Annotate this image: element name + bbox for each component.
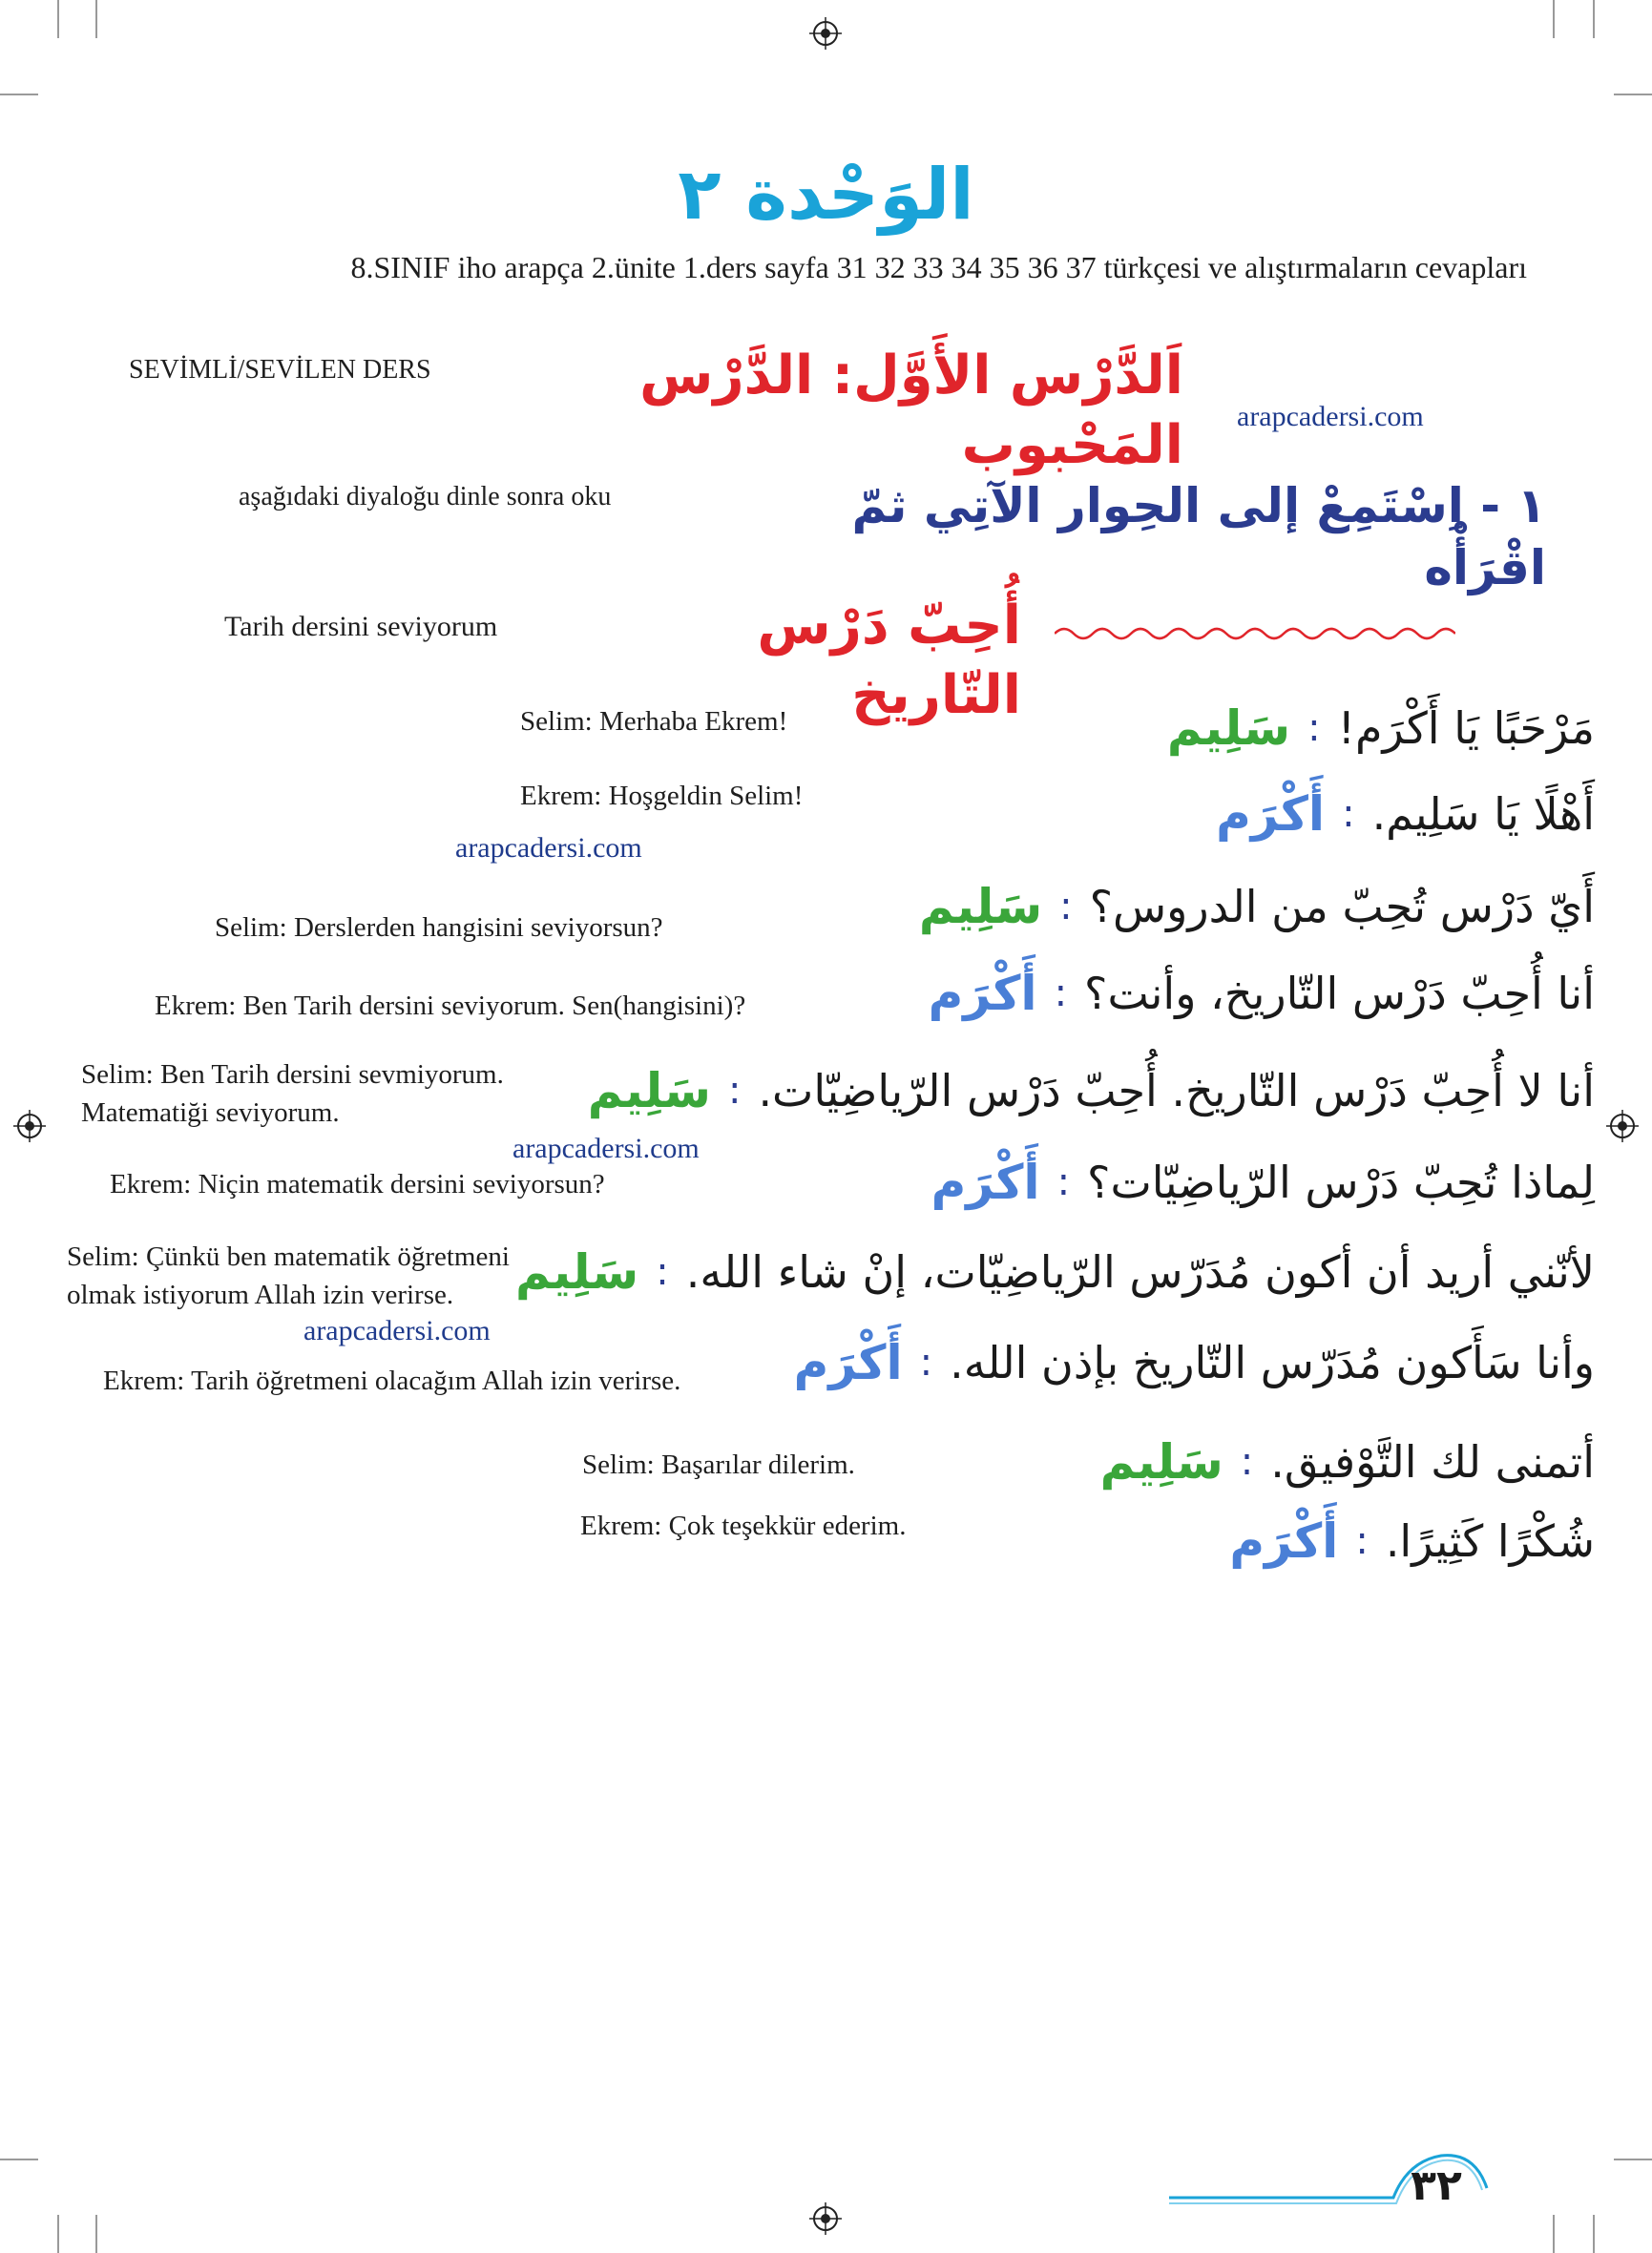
dialogue-translation: Ekrem: Niçin matematik dersini seviyorsun? — [110, 1169, 605, 1200]
dialogue-line — [1195, 1508, 1595, 1575]
crop-mark — [1553, 2215, 1555, 2253]
crop-mark — [57, 0, 59, 38]
speaker-colon: : — [1056, 1160, 1071, 1204]
dialogue-text: أَهْلًا يَا سَلِيم. — [1371, 788, 1595, 840]
crop-mark — [95, 0, 97, 38]
dialogue-line — [568, 1057, 1595, 1124]
crop-mark — [1614, 94, 1652, 95]
dialogue-line — [897, 1149, 1595, 1216]
exercise-instruction-translation: aşağıdaki diyaloğu dinle sonra oku — [239, 482, 612, 511]
speaker-name: سَلِيم — [515, 1244, 639, 1300]
speaker-colon: : — [656, 1250, 669, 1294]
speaker-name: سَلِيم — [918, 879, 1043, 934]
dialogue-line — [495, 1239, 1595, 1305]
dialogue-translation: Selim: Merhaba Ekrem! — [520, 706, 788, 737]
speaker-name: سَلِيم — [587, 1063, 711, 1118]
speaker-name: أَكْرَم — [1229, 1513, 1339, 1569]
dialogue-line — [1080, 1429, 1595, 1495]
watermark-link[interactable]: arapcadersi.com — [455, 832, 642, 864]
crop-mark — [1553, 0, 1555, 38]
wavy-underline — [1055, 622, 1455, 645]
lesson-title: اَلدَّرْس الأَوَّل: الدَّرْس المَحْبوب — [639, 344, 1183, 476]
dialogue-line — [899, 873, 1595, 940]
registration-mark-icon — [809, 17, 842, 50]
dialogue-line — [1181, 781, 1595, 847]
page-subtitle: 8.SINIF iho arapça 2.ünite 1.ders sayfa 31 32 33 34 35 36 37 türkçesi ve alıştırmaların cevapları — [350, 250, 1527, 284]
dialogue-translation: Matematiği seviyorum. — [81, 1097, 340, 1128]
dialogue-translation: Ekrem: Hoşgeldin Selim! — [520, 781, 804, 811]
crop-mark — [1593, 2215, 1595, 2253]
dialogue-text: لِماذا تُحِبّ دَرْس الرّياضِيّات؟ — [1087, 1157, 1595, 1208]
dialogue-text: أتمنى لك التَّوْفيق. — [1270, 1436, 1595, 1488]
registration-mark-icon — [809, 2202, 842, 2235]
crop-mark — [95, 2215, 97, 2253]
speaker-colon: : — [919, 1341, 933, 1385]
dialogue-translation: Selim: Başarılar dilerim. — [582, 1450, 855, 1480]
dialogue-translation: Selim: Ben Tarih dersini sevmiyorum. — [81, 1059, 504, 1090]
dialogue-text: لأنّني أريد أن أكون مُدَرّس الرّياضِيّات، إنْ شاء الله. — [685, 1246, 1595, 1298]
dialogue-translation: Selim: Derslerden hangisini seviyorsun? — [215, 912, 663, 943]
speaker-name: أَكْرَم — [928, 966, 1037, 1021]
speaker-colon: : — [1342, 792, 1355, 836]
dialogue-translation: Selim: Çünkü ben matematik öğretmeni — [67, 1241, 510, 1272]
speaker-name: أَكْرَم — [1216, 786, 1326, 842]
unit-title: الوَحْدة ٢ — [678, 154, 974, 236]
speaker-name: أَكْرَم — [793, 1335, 903, 1390]
dialogue-text: أنا لا أُحِبّ دَرْس التّاريخ. أُحِبّ دَرْس الرّياضِيّات. — [758, 1065, 1595, 1116]
dialogue-translation: Ekrem: Ben Tarih dersini seviyorum. Sen(hangisini)? — [155, 991, 746, 1021]
speaker-colon: : — [1059, 885, 1073, 928]
dialogue-line — [760, 1329, 1595, 1396]
speaker-colon: : — [1240, 1440, 1254, 1484]
dialogue-line — [1147, 695, 1595, 761]
page-number: ٣٢ — [1411, 2161, 1462, 2210]
dialogue-text: أنا أُحِبّ دَرْس التّاريخ، وأنت؟ — [1084, 968, 1595, 1019]
speaker-name: سَلِيم — [1099, 1434, 1223, 1490]
crop-mark — [1614, 2159, 1652, 2160]
lesson-title-translation: SEVİMLİ/SEVİLEN DERS — [129, 355, 431, 385]
dialogue-line — [894, 960, 1595, 1027]
speaker-name: سَلِيم — [1166, 700, 1291, 756]
dialogue-translation: Ekrem: Tarih öğretmeni olacağım Allah izin verirse. — [103, 1366, 681, 1396]
dialogue-text: أَيّ دَرْس تُحِبّ من الدروس؟ — [1089, 881, 1595, 932]
dialogue-text: مَرْحَبًا يَا أَكْرَم! — [1337, 702, 1595, 754]
speaker-colon: : — [1307, 706, 1321, 750]
crop-mark — [57, 2215, 59, 2253]
speaker-colon: : — [1355, 1519, 1369, 1563]
watermark-link[interactable]: arapcadersi.com — [303, 1315, 491, 1346]
watermark-link[interactable]: arapcadersi.com — [512, 1133, 700, 1164]
registration-mark-icon — [13, 1110, 46, 1142]
speaker-name: أَكْرَم — [931, 1155, 1040, 1210]
exercise-instruction: ١ - اِسْتَمِعْ إلى الحِوار الآتِي ثمّ اقْرَأْه — [851, 478, 1546, 595]
crop-mark — [1593, 0, 1595, 38]
speaker-colon: : — [1054, 971, 1068, 1015]
crop-mark — [0, 2159, 38, 2160]
dialogue-heading-translation: Tarih dersini seviyorum — [224, 611, 498, 642]
crop-mark — [0, 94, 38, 95]
registration-mark-icon — [1606, 1110, 1639, 1142]
dialogue-translation: olmak istiyorum Allah izin verirse. — [67, 1280, 454, 1310]
dialogue-text: وأنا سَأَكون مُدَرّس التّاريخ بإذن الله. — [950, 1337, 1595, 1388]
dialogue-translation: Ekrem: Çok teşekkür ederim. — [580, 1511, 907, 1541]
speaker-colon: : — [727, 1069, 742, 1113]
dialogue-text: شُكْرًا كَثِيرًا. — [1385, 1515, 1595, 1567]
dialogue-heading: أُحِبّ دَرْس التّاريخ — [757, 595, 1021, 726]
watermark-link[interactable]: arapcadersi.com — [1237, 401, 1424, 432]
